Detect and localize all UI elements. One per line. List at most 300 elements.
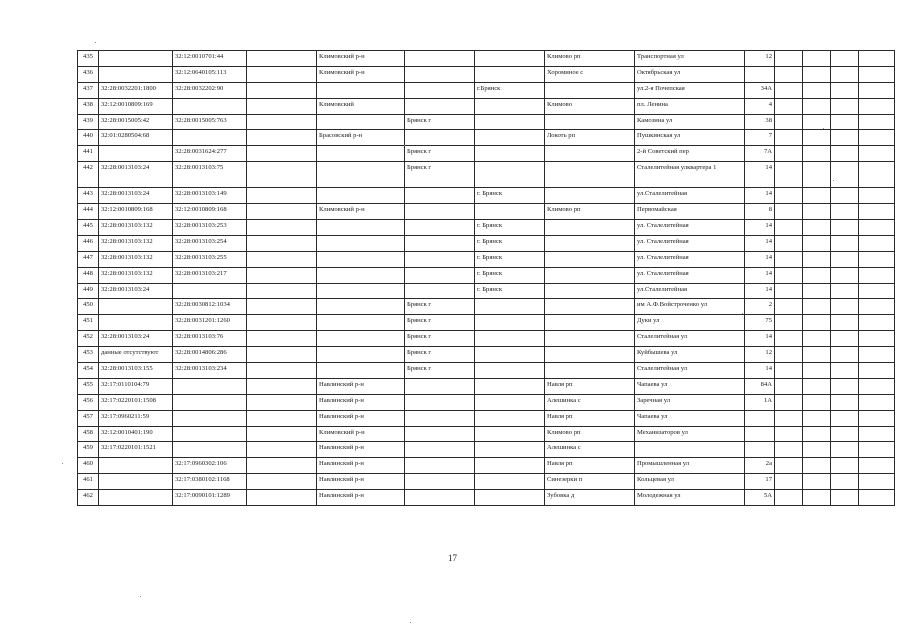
cadastral-number-object: 32:17:0960302:106 bbox=[173, 458, 247, 474]
locality-cell bbox=[545, 235, 635, 251]
cell-blank bbox=[859, 394, 895, 410]
row-number: 450 bbox=[78, 299, 99, 315]
cell-blank bbox=[859, 426, 895, 442]
table-row bbox=[78, 426, 895, 442]
locality-cell: Климово bbox=[545, 98, 635, 114]
cadastral-number-land: 32:12:0010809:168 bbox=[99, 204, 173, 220]
cell-blank bbox=[775, 66, 803, 82]
city-cell bbox=[405, 442, 475, 458]
cell-blank bbox=[831, 267, 859, 283]
house-cell: 14 bbox=[745, 331, 775, 347]
table-row bbox=[78, 235, 895, 251]
registry-table bbox=[77, 50, 895, 506]
city-cell bbox=[405, 51, 475, 67]
locality-cell bbox=[545, 188, 635, 204]
cadastral-number-object: 32:28:0013103:234 bbox=[173, 363, 247, 379]
cell-blank bbox=[775, 146, 803, 162]
table-row bbox=[78, 204, 895, 220]
city-alt-cell bbox=[475, 490, 545, 506]
cell-blank bbox=[803, 66, 831, 82]
cell-blank bbox=[859, 267, 895, 283]
district-cell bbox=[317, 251, 405, 267]
locality-cell: Навля рп bbox=[545, 458, 635, 474]
cell-blank bbox=[803, 114, 831, 130]
table-row bbox=[78, 442, 895, 458]
locality-cell bbox=[545, 331, 635, 347]
cell-blank bbox=[859, 283, 895, 299]
cadastral-number-land bbox=[99, 66, 173, 82]
city-cell: Брянск г bbox=[405, 299, 475, 315]
cadastral-number-object: 32:28:0013103:253 bbox=[173, 220, 247, 236]
cell-blank bbox=[247, 146, 317, 162]
street-cell: Куйбышева ул bbox=[635, 347, 745, 363]
city-cell: Брянск г bbox=[405, 331, 475, 347]
cell-blank bbox=[859, 66, 895, 82]
cadastral-number-land bbox=[99, 51, 173, 67]
cell-blank bbox=[775, 394, 803, 410]
cell-blank bbox=[859, 162, 895, 188]
cell-blank bbox=[775, 442, 803, 458]
cell-blank bbox=[831, 130, 859, 146]
district-cell bbox=[317, 82, 405, 98]
cell-blank bbox=[247, 162, 317, 188]
district-cell bbox=[317, 283, 405, 299]
city-alt-cell bbox=[475, 378, 545, 394]
cell-blank bbox=[247, 410, 317, 426]
cell-blank bbox=[859, 130, 895, 146]
house-cell: 17 bbox=[745, 474, 775, 490]
table-row bbox=[78, 130, 895, 146]
table-row bbox=[78, 378, 895, 394]
cell-blank bbox=[859, 251, 895, 267]
cell-blank bbox=[247, 220, 317, 236]
street-cell: им А.Ф.Войстроченко ул bbox=[635, 299, 745, 315]
table-row bbox=[78, 98, 895, 114]
table-row bbox=[78, 315, 895, 331]
row-number: 456 bbox=[78, 394, 99, 410]
cell-blank bbox=[775, 410, 803, 426]
table-row bbox=[78, 188, 895, 204]
cell-blank bbox=[775, 204, 803, 220]
cadastral-number-land: 32:17:0220101:1508 bbox=[99, 394, 173, 410]
cadastral-number-land: 32:01:0280504:68 bbox=[99, 130, 173, 146]
cadastral-number-land: 32:28:0015005:42 bbox=[99, 114, 173, 130]
house-cell bbox=[745, 410, 775, 426]
street-cell: Промышленная ул bbox=[635, 458, 745, 474]
cadastral-number-object: 32:28:0013103:75 bbox=[173, 162, 247, 188]
cell-blank bbox=[775, 51, 803, 67]
street-cell: 2-й Советский пер bbox=[635, 146, 745, 162]
cadastral-number-land: 32:28:0013103:132 bbox=[99, 235, 173, 251]
row-number: 437 bbox=[78, 82, 99, 98]
cadastral-number-land: 32:28:0013103:24 bbox=[99, 331, 173, 347]
district-cell: Навлинский р-н bbox=[317, 394, 405, 410]
cell-blank bbox=[803, 394, 831, 410]
street-cell: Сталелитейная ул bbox=[635, 363, 745, 379]
locality-cell: Хороминое с bbox=[545, 66, 635, 82]
district-cell: Климовский р-н bbox=[317, 51, 405, 67]
house-cell: 2а bbox=[745, 458, 775, 474]
district-cell: Навлинский р-н bbox=[317, 442, 405, 458]
row-number: 448 bbox=[78, 267, 99, 283]
locality-cell bbox=[545, 220, 635, 236]
cell-blank bbox=[831, 235, 859, 251]
cell-blank bbox=[859, 331, 895, 347]
cell-blank bbox=[775, 162, 803, 188]
cell-blank bbox=[775, 474, 803, 490]
cell-blank bbox=[247, 347, 317, 363]
row-number: 439 bbox=[78, 114, 99, 130]
cadastral-number-land: 32:28:0013103:155 bbox=[99, 363, 173, 379]
locality-cell: Локоть рп bbox=[545, 130, 635, 146]
cell-blank bbox=[247, 267, 317, 283]
district-cell: Брасовский р-н bbox=[317, 130, 405, 146]
cell-blank bbox=[803, 410, 831, 426]
city-alt-cell: г. Брянск bbox=[475, 220, 545, 236]
table-row bbox=[78, 82, 895, 98]
locality-cell: Климово рп bbox=[545, 51, 635, 67]
cell-blank bbox=[775, 130, 803, 146]
cadastral-number-land: 32:28:0013103:132 bbox=[99, 251, 173, 267]
locality-cell bbox=[545, 267, 635, 283]
city-cell bbox=[405, 204, 475, 220]
cell-blank bbox=[859, 442, 895, 458]
cell-blank bbox=[831, 315, 859, 331]
cell-blank bbox=[775, 220, 803, 236]
city-alt-cell bbox=[475, 162, 545, 188]
cell-blank bbox=[831, 410, 859, 426]
district-cell bbox=[317, 347, 405, 363]
house-cell bbox=[745, 426, 775, 442]
house-cell: 5А bbox=[745, 490, 775, 506]
cell-blank bbox=[803, 51, 831, 67]
cell-blank bbox=[831, 394, 859, 410]
street-cell: ул. Сталелитейная bbox=[635, 267, 745, 283]
house-cell: 14 bbox=[745, 188, 775, 204]
city-alt-cell: г.Брянск bbox=[475, 82, 545, 98]
cell-blank bbox=[831, 426, 859, 442]
locality-cell bbox=[545, 251, 635, 267]
city-alt-cell bbox=[475, 146, 545, 162]
cell-blank bbox=[775, 114, 803, 130]
cell-blank bbox=[803, 363, 831, 379]
cell-blank bbox=[775, 378, 803, 394]
cadastral-number-object bbox=[173, 426, 247, 442]
house-cell: 38 bbox=[745, 114, 775, 130]
cell-blank bbox=[775, 426, 803, 442]
district-cell bbox=[317, 188, 405, 204]
street-cell: Чапаева ул bbox=[635, 410, 745, 426]
cell-blank bbox=[803, 474, 831, 490]
cell-blank bbox=[775, 82, 803, 98]
cell-blank bbox=[775, 267, 803, 283]
cell-blank bbox=[831, 220, 859, 236]
district-cell bbox=[317, 220, 405, 236]
cell-blank bbox=[831, 299, 859, 315]
locality-cell bbox=[545, 82, 635, 98]
row-number: 460 bbox=[78, 458, 99, 474]
house-cell: 12 bbox=[745, 51, 775, 67]
street-cell: Первомайская bbox=[635, 204, 745, 220]
city-cell bbox=[405, 394, 475, 410]
cell-blank bbox=[831, 331, 859, 347]
house-cell: 1А bbox=[745, 394, 775, 410]
cell-blank bbox=[831, 98, 859, 114]
city-cell bbox=[405, 82, 475, 98]
house-cell: 84А bbox=[745, 378, 775, 394]
street-cell: Кольцевая ул bbox=[635, 474, 745, 490]
cell-blank bbox=[831, 82, 859, 98]
city-alt-cell: г. Брянск bbox=[475, 251, 545, 267]
table-row bbox=[78, 267, 895, 283]
row-number: 451 bbox=[78, 315, 99, 331]
cell-blank bbox=[803, 162, 831, 188]
locality-cell: Синезерки п bbox=[545, 474, 635, 490]
cell-blank bbox=[831, 162, 859, 188]
street-cell: пл. Ленина bbox=[635, 98, 745, 114]
city-alt-cell bbox=[475, 51, 545, 67]
cell-blank bbox=[803, 458, 831, 474]
cell-blank bbox=[247, 51, 317, 67]
cell-blank bbox=[803, 315, 831, 331]
city-cell bbox=[405, 458, 475, 474]
district-cell bbox=[317, 363, 405, 379]
cadastral-number-land: 32:28:0013103:132 bbox=[99, 267, 173, 283]
cell-blank bbox=[859, 188, 895, 204]
page-number: 17 bbox=[448, 553, 457, 563]
cell-blank bbox=[247, 363, 317, 379]
cell-blank bbox=[803, 82, 831, 98]
table-row bbox=[78, 490, 895, 506]
cell-blank bbox=[859, 114, 895, 130]
cell-blank bbox=[831, 66, 859, 82]
cell-blank bbox=[831, 378, 859, 394]
cadastral-number-land: 32:28:0032201:1800 bbox=[99, 82, 173, 98]
city-cell bbox=[405, 235, 475, 251]
street-cell: ул. Сталелитейная bbox=[635, 235, 745, 251]
cadastral-number-land: 32:12:0010809:169 bbox=[99, 98, 173, 114]
district-cell bbox=[317, 331, 405, 347]
cell-blank bbox=[831, 114, 859, 130]
city-alt-cell: г. Брянск bbox=[475, 267, 545, 283]
street-cell: ул.2-я Почепская bbox=[635, 82, 745, 98]
city-alt-cell bbox=[475, 458, 545, 474]
house-cell: 14 bbox=[745, 267, 775, 283]
cadastral-number-land bbox=[99, 299, 173, 315]
cell-blank bbox=[775, 347, 803, 363]
locality-cell bbox=[545, 114, 635, 130]
cell-blank bbox=[247, 251, 317, 267]
cell-blank bbox=[775, 490, 803, 506]
cadastral-number-object: 32:28:0015005:763 bbox=[173, 114, 247, 130]
city-cell bbox=[405, 267, 475, 283]
table-row bbox=[78, 162, 895, 188]
cadastral-number-object bbox=[173, 378, 247, 394]
cell-blank bbox=[247, 283, 317, 299]
city-cell: Брянск г bbox=[405, 146, 475, 162]
district-cell bbox=[317, 299, 405, 315]
city-cell bbox=[405, 426, 475, 442]
city-cell bbox=[405, 474, 475, 490]
house-cell bbox=[745, 66, 775, 82]
table-row bbox=[78, 347, 895, 363]
cell-blank bbox=[831, 283, 859, 299]
cell-blank bbox=[247, 114, 317, 130]
cadastral-number-land: 32:17:0110104:79 bbox=[99, 378, 173, 394]
cell-blank bbox=[859, 347, 895, 363]
cadastral-number-land: 32:17:0960211:59 bbox=[99, 410, 173, 426]
cell-blank bbox=[247, 235, 317, 251]
city-alt-cell bbox=[475, 130, 545, 146]
cell-blank bbox=[831, 188, 859, 204]
locality-cell bbox=[545, 283, 635, 299]
row-number: 453 bbox=[78, 347, 99, 363]
district-cell: Климовский р-н bbox=[317, 204, 405, 220]
house-cell: 14 bbox=[745, 162, 775, 188]
cell-blank bbox=[803, 130, 831, 146]
cell-blank bbox=[803, 490, 831, 506]
street-cell: ул. Сталелитейная bbox=[635, 251, 745, 267]
cell-blank bbox=[803, 283, 831, 299]
row-number: 441 bbox=[78, 146, 99, 162]
cell-blank bbox=[247, 458, 317, 474]
cadastral-number-object: 32:28:0013103:254 bbox=[173, 235, 247, 251]
scan-speck bbox=[404, 145, 405, 146]
cell-blank bbox=[831, 251, 859, 267]
district-cell: Навлинский р-н bbox=[317, 410, 405, 426]
city-cell: Брянск г bbox=[405, 114, 475, 130]
scan-speck bbox=[140, 596, 141, 597]
cell-blank bbox=[247, 299, 317, 315]
house-cell: 75 bbox=[745, 315, 775, 331]
district-cell bbox=[317, 114, 405, 130]
row-number: 458 bbox=[78, 426, 99, 442]
table-row bbox=[78, 51, 895, 67]
cell-blank bbox=[859, 82, 895, 98]
city-alt-cell bbox=[475, 394, 545, 410]
street-cell: ул.Сталелитейная bbox=[635, 283, 745, 299]
row-number: 457 bbox=[78, 410, 99, 426]
house-cell: 4 bbox=[745, 98, 775, 114]
cadastral-number-land bbox=[99, 315, 173, 331]
cadastral-number-object: 32:12:0640105:113 bbox=[173, 66, 247, 82]
cell-blank bbox=[803, 220, 831, 236]
cadastral-number-object bbox=[173, 410, 247, 426]
cell-blank bbox=[859, 51, 895, 67]
scan-speck bbox=[95, 42, 96, 43]
cell-blank bbox=[859, 410, 895, 426]
row-number: 444 bbox=[78, 204, 99, 220]
cell-blank bbox=[803, 442, 831, 458]
cell-blank bbox=[775, 235, 803, 251]
district-cell: Навлинский р-н bbox=[317, 458, 405, 474]
cell-blank bbox=[831, 347, 859, 363]
city-alt-cell: г. Брянск bbox=[475, 235, 545, 251]
city-cell bbox=[405, 410, 475, 426]
cadastral-number-land: 32:28:0013103:24 bbox=[99, 283, 173, 299]
district-cell: Навлинский р-н bbox=[317, 490, 405, 506]
cadastral-number-object: 32:28:0013103:255 bbox=[173, 251, 247, 267]
house-cell: 14 bbox=[745, 220, 775, 236]
street-cell: Сталелитейная улквартера 1 bbox=[635, 162, 745, 188]
house-cell: 14 bbox=[745, 251, 775, 267]
city-alt-cell: г. Брянск bbox=[475, 283, 545, 299]
cadastral-number-land bbox=[99, 458, 173, 474]
city-alt-cell bbox=[475, 442, 545, 458]
city-alt-cell bbox=[475, 347, 545, 363]
cell-blank bbox=[859, 146, 895, 162]
table-row bbox=[78, 283, 895, 299]
district-cell: Климовский р-н bbox=[317, 426, 405, 442]
cell-blank bbox=[803, 188, 831, 204]
table-row bbox=[78, 458, 895, 474]
city-alt-cell bbox=[475, 114, 545, 130]
district-cell: Навлинский р-н bbox=[317, 474, 405, 490]
locality-cell bbox=[545, 315, 635, 331]
house-cell: 34А bbox=[745, 82, 775, 98]
cadastral-number-land: данные отсутствуют bbox=[99, 347, 173, 363]
cell-blank bbox=[775, 188, 803, 204]
row-number: 440 bbox=[78, 130, 99, 146]
street-cell: Сталелитейная ул bbox=[635, 331, 745, 347]
scan-speck bbox=[742, 313, 743, 314]
cell-blank bbox=[803, 267, 831, 283]
cadastral-number-land: 32:28:0013103:24 bbox=[99, 162, 173, 188]
cell-blank bbox=[247, 331, 317, 347]
locality-cell: Алешинка с bbox=[545, 442, 635, 458]
city-cell bbox=[405, 490, 475, 506]
cadastral-number-land: 32:28:0013103:132 bbox=[99, 220, 173, 236]
cadastral-number-object bbox=[173, 394, 247, 410]
table-row bbox=[78, 331, 895, 347]
cell-blank bbox=[775, 98, 803, 114]
cell-blank bbox=[247, 378, 317, 394]
cell-blank bbox=[831, 442, 859, 458]
registry-body bbox=[78, 51, 895, 506]
cell-blank bbox=[831, 146, 859, 162]
locality-cell: Климово рп bbox=[545, 204, 635, 220]
cell-blank bbox=[247, 188, 317, 204]
cell-blank bbox=[775, 283, 803, 299]
house-cell: 7 bbox=[745, 130, 775, 146]
row-number: 447 bbox=[78, 251, 99, 267]
row-number: 438 bbox=[78, 98, 99, 114]
cadastral-number-object: 32:28:0031201:1260 bbox=[173, 315, 247, 331]
locality-cell bbox=[545, 347, 635, 363]
street-cell: Механизаторов ул bbox=[635, 426, 745, 442]
cadastral-number-object: 32:28:0031624:277 bbox=[173, 146, 247, 162]
cadastral-number-land bbox=[99, 474, 173, 490]
cadastral-number-object: 32:28:0013103:217 bbox=[173, 267, 247, 283]
city-alt-cell bbox=[475, 426, 545, 442]
cell-blank bbox=[859, 363, 895, 379]
cadastral-number-object bbox=[173, 442, 247, 458]
house-cell bbox=[745, 442, 775, 458]
row-number: 435 bbox=[78, 51, 99, 67]
city-cell bbox=[405, 66, 475, 82]
cell-blank bbox=[247, 82, 317, 98]
cell-blank bbox=[775, 363, 803, 379]
city-cell bbox=[405, 98, 475, 114]
district-cell bbox=[317, 315, 405, 331]
locality-cell: Навля рп bbox=[545, 378, 635, 394]
locality-cell: Зубовка д bbox=[545, 490, 635, 506]
street-cell: Транспортная ул bbox=[635, 51, 745, 67]
city-cell bbox=[405, 130, 475, 146]
cell-blank bbox=[775, 315, 803, 331]
city-cell bbox=[405, 283, 475, 299]
cell-blank bbox=[831, 458, 859, 474]
